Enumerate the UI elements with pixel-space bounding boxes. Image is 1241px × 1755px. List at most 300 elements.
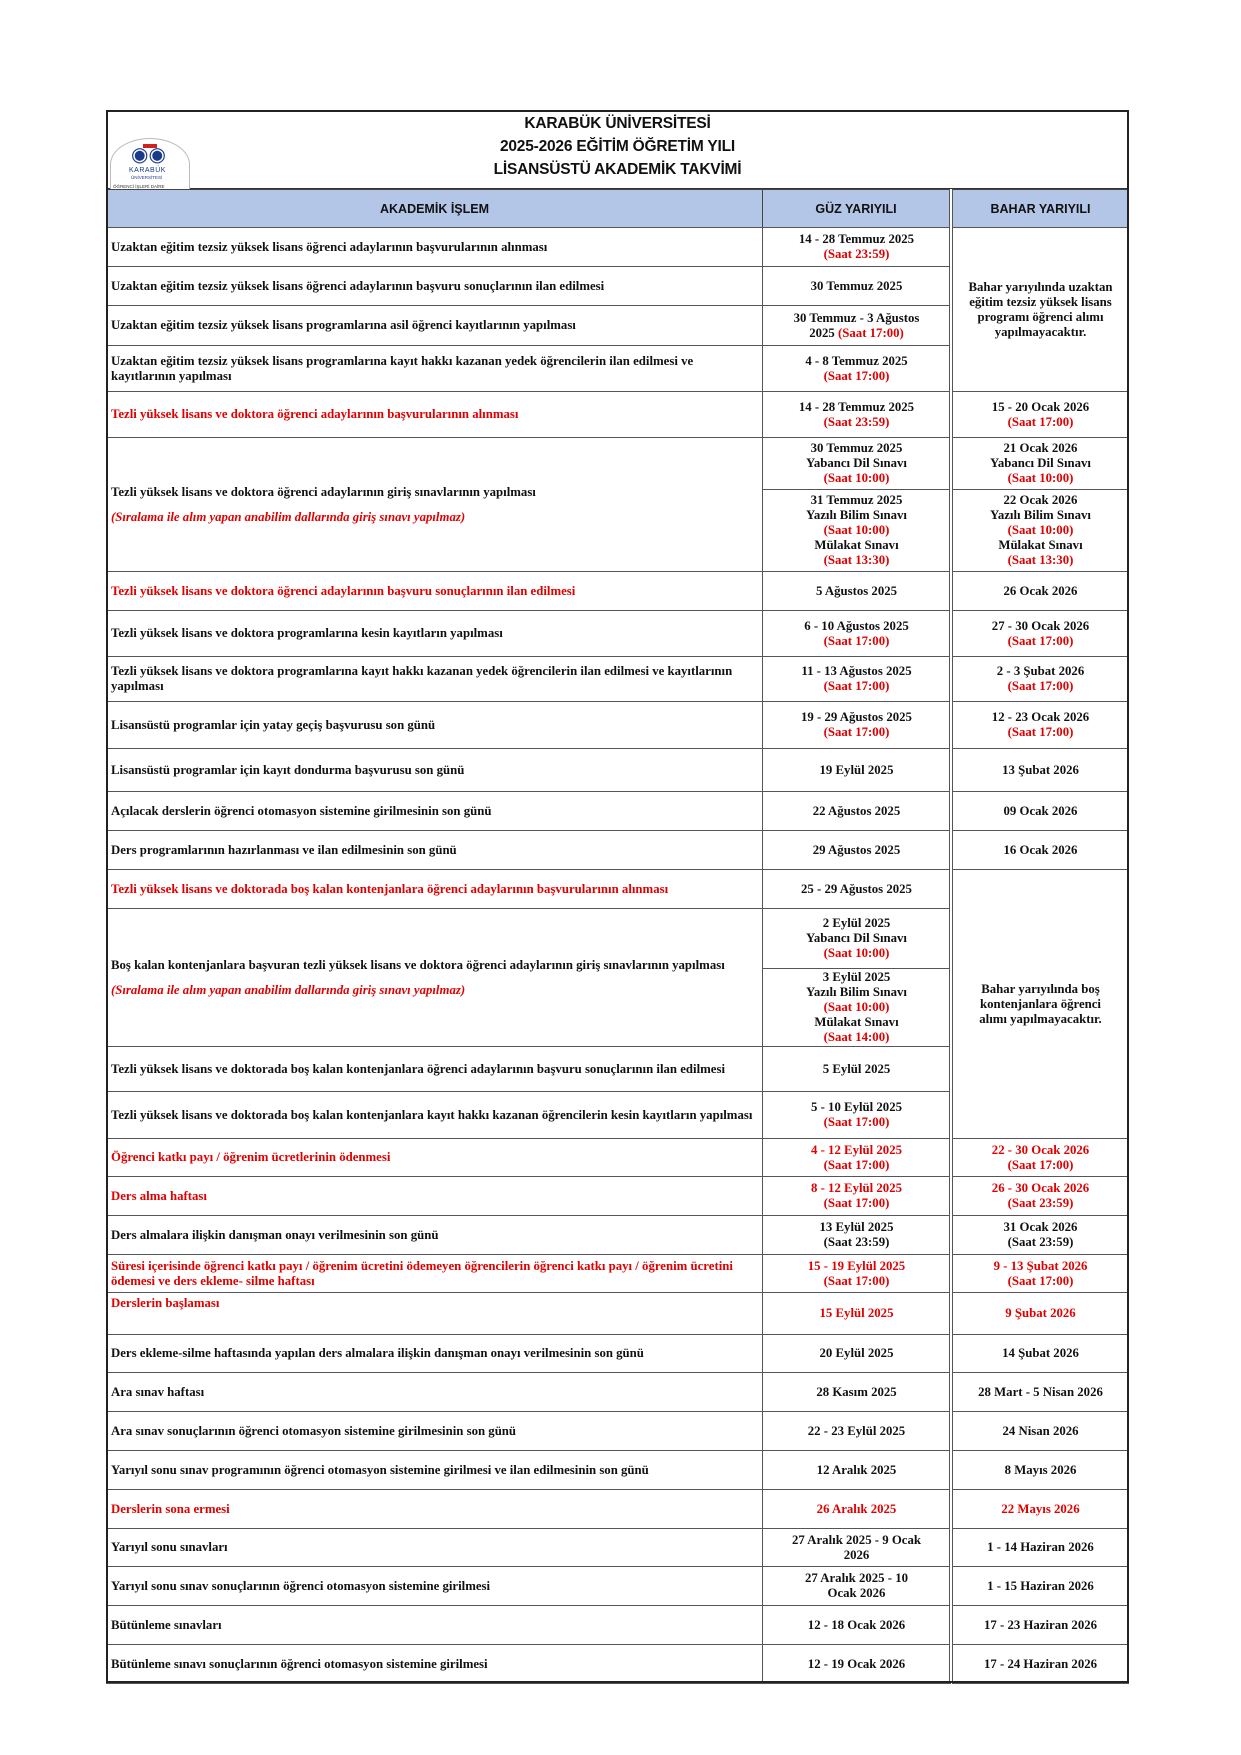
line-text: (Saat 14:00)	[823, 1030, 890, 1044]
fall-date-cell	[762, 1372, 951, 1412]
spring-date-cell	[952, 1605, 1129, 1645]
time-text	[992, 1181, 1089, 1196]
time-text	[824, 553, 890, 568]
process-cell	[106, 1644, 763, 1684]
line-text: 31 Temmuz 2025	[810, 493, 903, 507]
line-text: 14 - 28 Temmuz 2025	[798, 399, 915, 414]
line-text: 30 Temmuz 2025	[810, 441, 903, 455]
date-text	[801, 710, 912, 725]
line-text: 26 - 30 Ocak 2026	[991, 1181, 1090, 1195]
spring-date-cell	[952, 791, 1129, 831]
line-text: 28 Kasım 2025	[816, 1384, 897, 1399]
time-text	[824, 1274, 890, 1289]
time-text	[994, 1259, 1088, 1274]
line-text: (Saat 10:00)	[823, 523, 890, 537]
date-text	[792, 1533, 921, 1548]
logo-footer: ÖĞRENCİ İŞLERİ DAİRE	[113, 184, 165, 189]
line-text: (Saat 13:30)	[823, 553, 890, 567]
fall-date-cell	[762, 701, 951, 749]
spring-date-cell	[952, 1489, 1129, 1529]
process-cell	[106, 1215, 763, 1255]
spring-date-cell	[952, 1334, 1129, 1373]
time-text: (Saat 17:00)	[838, 325, 904, 340]
line-text: 12 - 18 Ocak 2026	[807, 1617, 906, 1632]
time-text	[824, 247, 890, 262]
line-text: 09 Ocak 2026	[1003, 803, 1078, 818]
line-text: 12 - 23 Ocak 2026	[991, 710, 1090, 724]
line-text: 4 - 12 Eylül 2025	[810, 1142, 902, 1157]
process-cell	[106, 748, 763, 792]
date-text	[824, 1235, 890, 1250]
date-text	[997, 664, 1084, 679]
fall-date-cell	[762, 748, 951, 792]
date-text	[978, 1385, 1103, 1400]
date-text	[813, 843, 900, 858]
date-text	[799, 400, 914, 415]
time-text	[1008, 415, 1074, 430]
date-text	[813, 804, 900, 819]
time-text	[811, 1181, 902, 1196]
line-text: 13 Şubat 2026	[1002, 762, 1079, 777]
date-text	[990, 456, 1091, 471]
date-text	[1004, 493, 1078, 508]
process-cell	[106, 1292, 763, 1335]
time-text	[817, 1502, 897, 1517]
line-text: (Saat 17:00)	[823, 1196, 890, 1210]
date-text	[814, 1015, 898, 1030]
fall-date-cell	[762, 437, 951, 490]
line-text: 15 - 19 Eylül 2025	[807, 1258, 906, 1273]
process-text: Tezli yüksek lisans ve doktorada boş kalan kontenjanlara kayıt hakkı kazanan öğrencilerin kesin kayıtların yapılması	[111, 1107, 753, 1122]
date-text	[1002, 1424, 1078, 1439]
process-text: Uzaktan eğitim tezsiz yüksek lisans öğrenci adaylarının başvuru sonuçlarının ilan edilmesi	[111, 278, 605, 293]
line-text: Mülakat Sınavı	[998, 538, 1083, 552]
date-text	[811, 279, 903, 294]
logo-name: KARABÜK	[129, 167, 166, 174]
line-text: 2 - 3 Şubat 2026	[996, 664, 1085, 678]
line-text: 31 Ocak 2026	[1003, 1220, 1078, 1234]
spring-date-cell	[952, 748, 1129, 792]
line-text: (Saat 23:59)	[1007, 1235, 1074, 1249]
fall-date-cell	[762, 830, 951, 870]
time-text	[992, 1143, 1089, 1158]
date-text	[808, 1618, 905, 1633]
merged-note-text: Bahar yarıyılında uzaktan eğitim tezsiz yüksek lisans programı öğrenci alımı yapılmayacaktır.	[968, 279, 1113, 339]
process-text: Ara sınav sonuçlarının öğrenci otomasyon sistemine girilmesinin son günü	[111, 1423, 517, 1438]
line-text: 17 - 23 Haziran 2026	[983, 1617, 1098, 1632]
line-text: Mülakat Sınavı	[814, 538, 899, 552]
date-text	[799, 232, 914, 247]
time-text	[824, 1158, 890, 1173]
fall-date-cell	[762, 1138, 951, 1177]
fall-date-cell	[762, 1605, 951, 1645]
line-text: 28 Mart - 5 Nisan 2026	[978, 1384, 1103, 1399]
fall-date-cell	[762, 869, 951, 909]
date-text	[808, 1424, 905, 1439]
fall-date-cell	[762, 1411, 951, 1451]
line-text: (Saat 17:00)	[1007, 679, 1074, 693]
process-text: Lisansüstü programlar için kayıt dondurma başvurusu son günü	[111, 762, 465, 777]
line-text: 5 Eylül 2025	[822, 1061, 891, 1076]
spring-date-cell	[952, 1528, 1129, 1567]
fall-date-cell	[762, 1528, 951, 1567]
column-header-fall: GÜZ YARIYILI	[762, 189, 950, 228]
time-text	[824, 634, 890, 649]
process-text: Ders ekleme-silme haftasında yapılan ders almalara ilişkin danışman onayı verilmesinin son günü	[111, 1346, 644, 1360]
process-cell	[106, 437, 763, 572]
process-text: Yarıyıl sonu sınavları	[111, 1540, 228, 1554]
fall-date-cell	[762, 656, 951, 702]
spring-date-cell	[952, 1138, 1129, 1177]
line-text: 26 Ocak 2026	[1003, 583, 1078, 598]
academic-year: 2025-2026 EĞİTİM ÖĞRETİM YILI	[499, 138, 736, 155]
line-text: Yazılı Bilim Sınavı	[806, 508, 907, 522]
process-cell	[106, 1046, 763, 1092]
line-text: 5 Ağustos 2025	[815, 583, 898, 598]
process-cell	[106, 305, 763, 346]
process-cell	[106, 571, 763, 611]
line-text: 11 - 13 Ağustos 2025	[801, 664, 912, 678]
process-text: Bütünleme sınavları	[111, 1617, 222, 1632]
process-cell	[106, 701, 763, 749]
date-text	[1004, 804, 1078, 819]
date-text	[1004, 584, 1078, 599]
line-text: (Saat 10:00)	[1007, 471, 1074, 485]
time-text	[820, 1306, 894, 1321]
process-text: Tezli yüksek lisans ve doktora öğrenci adaylarının giriş sınavlarının yapılması	[111, 484, 536, 499]
line-text: (Saat 23:59)	[1007, 1196, 1074, 1210]
line-text: 26 Aralık 2025	[816, 1501, 897, 1516]
line-text: 29 Ağustos 2025	[812, 842, 901, 857]
date-text	[809, 326, 904, 341]
date-text	[814, 538, 898, 553]
time-text	[824, 1000, 890, 1015]
line-text: 27 Aralık 2025 - 10	[804, 1571, 909, 1585]
fall-date-cell	[762, 1046, 951, 1092]
line-text: 12 - 19 Ocak 2026	[807, 1656, 906, 1671]
spring-date-cell	[952, 1644, 1129, 1684]
fall-date-cell	[762, 791, 951, 831]
line-text: 22 Mayıs 2026	[1001, 1501, 1080, 1516]
fall-date-cell	[762, 489, 951, 572]
date-text	[1002, 1346, 1079, 1361]
university-name: KARABÜK ÜNİVERSİTESİ	[524, 115, 711, 132]
owl-logo-icon: ◉◉	[131, 144, 166, 166]
spring-date-cell	[952, 1411, 1129, 1451]
process-cell	[106, 830, 763, 870]
process-text: Öğrenci katkı payı / öğrenim ücretlerinin ödenmesi	[111, 1150, 391, 1164]
line-text: (Saat 17:00)	[823, 368, 890, 383]
date-text	[806, 931, 907, 946]
fall-date-cell	[762, 391, 951, 438]
time-text	[824, 725, 890, 740]
process-text: Tezli yüksek lisans ve doktorada boş kalan kontenjanlara öğrenci adaylarının başvurularının alınması	[111, 881, 669, 896]
date-text	[1008, 1235, 1074, 1250]
process-text: Tezli yüksek lisans ve doktorada boş kalan kontenjanlara öğrenci adaylarının başvuru sonuçlarının ilan edilmesi	[111, 1061, 726, 1076]
line-text: 3 Eylül 2025	[822, 970, 891, 984]
line-text: 1 - 15 Haziran 2026	[987, 1578, 1094, 1593]
process-cell	[106, 1091, 763, 1139]
date-text	[1004, 1220, 1078, 1235]
process-text: Tezli yüksek lisans ve doktora öğrenci adaylarının başvuru sonuçlarının ilan edilmesi	[111, 583, 576, 598]
spring-merged-note	[952, 869, 1129, 1139]
date-text	[811, 441, 903, 456]
line-text: 2 Eylül 2025	[822, 916, 891, 930]
spring-date-cell	[952, 437, 1129, 490]
line-text: 24 Nisan 2026	[1002, 1423, 1079, 1438]
time-text	[824, 1196, 890, 1211]
process-cell	[106, 227, 763, 267]
process-cell	[106, 656, 763, 702]
line-text: (Saat 23:59)	[823, 414, 890, 429]
line-text: 20 Eylül 2025	[819, 1346, 894, 1360]
date-text	[828, 1586, 886, 1601]
process-cell	[106, 1566, 763, 1606]
date-text	[801, 664, 911, 679]
line-text: 30 Temmuz 2025	[810, 278, 903, 293]
process-text: Derslerin başlaması	[111, 1296, 220, 1310]
process-cell	[106, 1450, 763, 1490]
time-text	[1008, 634, 1074, 649]
date-text	[823, 1062, 891, 1077]
fall-date-cell	[762, 571, 951, 611]
date-text	[801, 882, 912, 897]
fall-date-cell	[762, 1334, 951, 1373]
spring-date-cell	[952, 1372, 1129, 1412]
fall-date-cell	[762, 1091, 951, 1139]
time-text	[824, 471, 890, 486]
spring-date-cell	[952, 1215, 1129, 1255]
line-text: 22 - 23 Eylül 2025	[807, 1423, 906, 1438]
process-text: Uzaktan eğitim tezsiz yüksek lisans programlarına kayıt hakkı kazanan yedek öğrencilerin ilan edilmesi ve kayıtlarının yapılması	[111, 353, 694, 383]
date-text	[806, 508, 907, 523]
date-text	[987, 1579, 1094, 1594]
spring-date-cell	[952, 701, 1129, 749]
spring-date-cell	[952, 1450, 1129, 1490]
process-text: Açılacak derslerin öğrenci otomasyon sistemine girilmesinin son günü	[111, 803, 492, 818]
line-text: (Saat 17:00)	[823, 1273, 890, 1288]
line-text: (Saat 10:00)	[823, 1000, 890, 1014]
spring-date-cell	[952, 656, 1129, 702]
process-cell	[106, 1528, 763, 1567]
date-text	[805, 354, 907, 369]
time-text	[1008, 471, 1074, 486]
date-text	[805, 1571, 908, 1586]
logo-subtitle: ÜNİVERSİTESİ	[131, 175, 163, 180]
fall-date-cell	[762, 266, 951, 306]
process-cell	[106, 1176, 763, 1216]
process-text: Tezli yüksek lisans ve doktora programlarına kayıt hakkı kazanan yedek öğrencilerin ilan edilmesi ve kayıtlarının yapılması	[111, 664, 733, 693]
line-text: Yabancı Dil Sınavı	[806, 456, 907, 470]
line-text: 15 - 20 Ocak 2026	[991, 399, 1090, 414]
time-text	[1008, 553, 1074, 568]
date-text	[794, 311, 920, 326]
time-text	[811, 1143, 902, 1158]
date-text	[990, 508, 1091, 523]
process-cell	[106, 908, 763, 1047]
fall-date-cell	[762, 1176, 951, 1216]
line-text: Yabancı Dil Sınavı	[806, 931, 907, 945]
process-text: Boş kalan kontenjanlara başvuran tezli yüksek lisans ve doktora öğrenci adaylarının giriş sınavlarının yapılması	[111, 957, 725, 972]
time-text	[1008, 725, 1074, 740]
date-text	[811, 1100, 902, 1115]
line-text: 8 Mayıs 2026	[1004, 1462, 1077, 1477]
time-text	[1008, 679, 1074, 694]
spring-date-cell	[952, 1176, 1129, 1216]
process-text: Ara sınav haftası	[111, 1384, 205, 1399]
line-text: (Saat 17:00)	[1007, 1157, 1074, 1172]
line-text: (Saat 13:30)	[1007, 553, 1074, 567]
time-text	[824, 415, 890, 430]
date-text	[806, 456, 907, 471]
date-text	[823, 970, 891, 985]
line-text: (Saat 23:59)	[823, 247, 890, 261]
line-text: 19 Eylül 2025	[819, 762, 894, 777]
title-block	[106, 110, 1129, 189]
time-text	[808, 1259, 905, 1274]
process-note: (Sıralama ile alım yapan anabilim dallarında giriş sınavı yapılmaz)	[111, 982, 466, 997]
process-cell	[106, 345, 763, 392]
line-text: 5 - 10 Eylül 2025	[810, 1100, 902, 1114]
merged-note-text: Bahar yarıyılında boş kontenjanlara öğrenci alımı yapılmayacaktır.	[979, 981, 1102, 1026]
line-text: 19 - 29 Ağustos 2025	[801, 710, 912, 724]
spring-date-cell	[952, 1254, 1129, 1293]
process-text: Ders alma haftası	[111, 1188, 207, 1203]
date-text	[820, 1220, 894, 1235]
process-text: Derslerin sona ermesi	[111, 1501, 230, 1516]
line-text: (Saat 17:00)	[823, 1157, 890, 1172]
process-cell	[106, 1254, 763, 1293]
line-text: 27 - 30 Ocak 2026	[991, 618, 1090, 633]
date-text	[992, 710, 1089, 725]
process-cell	[106, 1372, 763, 1412]
date-text	[987, 1540, 1094, 1555]
date-text	[992, 619, 1089, 634]
line-text: 14 Şubat 2026	[1002, 1346, 1079, 1360]
date-text	[816, 584, 897, 599]
date-text	[820, 1346, 894, 1361]
spring-date-cell	[952, 1292, 1129, 1335]
spring-date-cell	[952, 1566, 1129, 1606]
line-text: 14 - 28 Temmuz 2025	[798, 232, 915, 246]
date-text	[823, 916, 891, 931]
time-text	[1008, 1196, 1074, 1211]
line-text: (Saat 17:00)	[1007, 1273, 1074, 1288]
date-text	[811, 493, 903, 508]
line-text: 16 Ocak 2026	[1003, 842, 1078, 857]
line-text: 22 - 30 Ocak 2026	[991, 1142, 1090, 1157]
time-text	[824, 523, 890, 538]
date-text	[992, 400, 1089, 415]
line-text: Yazılı Bilim Sınavı	[806, 985, 907, 999]
fall-date-cell	[762, 1566, 951, 1606]
line-text: (Saat 10:00)	[823, 946, 890, 960]
process-cell	[106, 1605, 763, 1645]
line-text: Yabancı Dil Sınavı	[990, 456, 1091, 470]
date-text	[1004, 843, 1078, 858]
spring-date-cell	[952, 830, 1129, 870]
line-text: 25 - 29 Ağustos 2025	[801, 881, 912, 896]
fall-date-cell	[762, 1292, 951, 1335]
university-logo	[110, 138, 190, 191]
process-text: Uzaktan eğitim tezsiz yüksek lisans öğrenci adaylarının başvurularının alınması	[111, 239, 548, 254]
fall-date-cell	[762, 227, 951, 267]
fall-date-cell	[762, 305, 951, 346]
fall-date-cell	[762, 1489, 951, 1529]
process-cell	[106, 391, 763, 438]
date-text	[806, 985, 907, 1000]
line-text: Ocak 2026	[827, 1586, 886, 1600]
date-text	[820, 763, 894, 778]
column-header-process: AKADEMİK İŞLEM	[106, 189, 763, 228]
line-text: Mülakat Sınavı	[814, 1015, 899, 1029]
process-text: Ders almalara ilişkin danışman onayı verilmesinin son günü	[111, 1227, 439, 1242]
fall-date-cell	[762, 1215, 951, 1255]
time-text	[1008, 523, 1074, 538]
fall-date-cell	[762, 1450, 951, 1490]
line-text: (Saat 17:00)	[823, 725, 890, 739]
process-cell	[106, 791, 763, 831]
date-text	[998, 538, 1082, 553]
line-text: (Saat 10:00)	[1007, 523, 1074, 537]
line-text: 22 Ağustos 2025	[812, 803, 901, 818]
line-text: 12 Aralık 2025	[816, 1462, 897, 1477]
line-text: 15 Eylül 2025	[819, 1306, 894, 1320]
date-text	[808, 1657, 905, 1672]
line-text: 6 - 10 Ağustos 2025	[804, 618, 909, 633]
process-cell	[106, 1411, 763, 1451]
time-text	[824, 679, 890, 694]
line-text: 30 Temmuz - 3 Ağustos	[793, 310, 920, 325]
fall-date-cell	[762, 1254, 951, 1293]
date-text	[1002, 763, 1079, 778]
page-title: LİSANSÜSTÜ AKADEMİK TAKVİMİ	[493, 161, 742, 178]
date-text	[1004, 441, 1078, 456]
date-text	[1005, 1463, 1077, 1478]
double-column-divider	[949, 189, 953, 1683]
fall-date-cell	[762, 908, 951, 969]
line-text: 13 Eylül 2025	[819, 1220, 894, 1234]
process-text: Ders programlarının hazırlanması ve ilan edilmesinin son günü	[111, 842, 457, 857]
time-text	[1008, 1158, 1074, 1173]
spring-date-cell	[952, 391, 1129, 438]
time-text	[824, 946, 890, 961]
line-text: (Saat 10:00)	[823, 471, 890, 485]
fall-date-cell	[762, 968, 951, 1047]
line-text: 9 - 13 Şubat 2026	[993, 1258, 1088, 1273]
date-text	[817, 1463, 897, 1478]
time-text	[1005, 1306, 1075, 1321]
line-text: 1 - 14 Haziran 2026	[987, 1540, 1094, 1554]
date-text	[984, 1618, 1097, 1633]
time-text	[824, 369, 890, 384]
process-note: (Sıralama ile alım yapan anabilim dallarında giriş sınavı yapılmaz)	[111, 509, 466, 524]
line-text: 2025	[809, 325, 839, 340]
line-text: 8 - 12 Eylül 2025	[810, 1181, 902, 1195]
process-text: Uzaktan eğitim tezsiz yüksek lisans programlarına asil öğrenci kayıtlarının yapılması	[111, 318, 576, 332]
time-text	[824, 1030, 890, 1045]
line-text: 9 Şubat 2026	[1005, 1306, 1076, 1320]
process-text: Lisansüstü programlar için yatay geçiş başvurusu son günü	[111, 717, 436, 732]
process-text: Yarıyıl sonu sınav programının öğrenci otomasyon sistemine girilmesi ve ilan edilmesinin son günü	[111, 1462, 649, 1477]
fall-date-cell	[762, 1644, 951, 1684]
process-cell	[106, 1334, 763, 1373]
line-text: (Saat 23:59)	[823, 1235, 890, 1249]
time-text	[824, 1115, 890, 1130]
line-text: (Saat 17:00)	[823, 1115, 890, 1129]
process-cell	[106, 610, 763, 657]
process-cell	[106, 1138, 763, 1177]
